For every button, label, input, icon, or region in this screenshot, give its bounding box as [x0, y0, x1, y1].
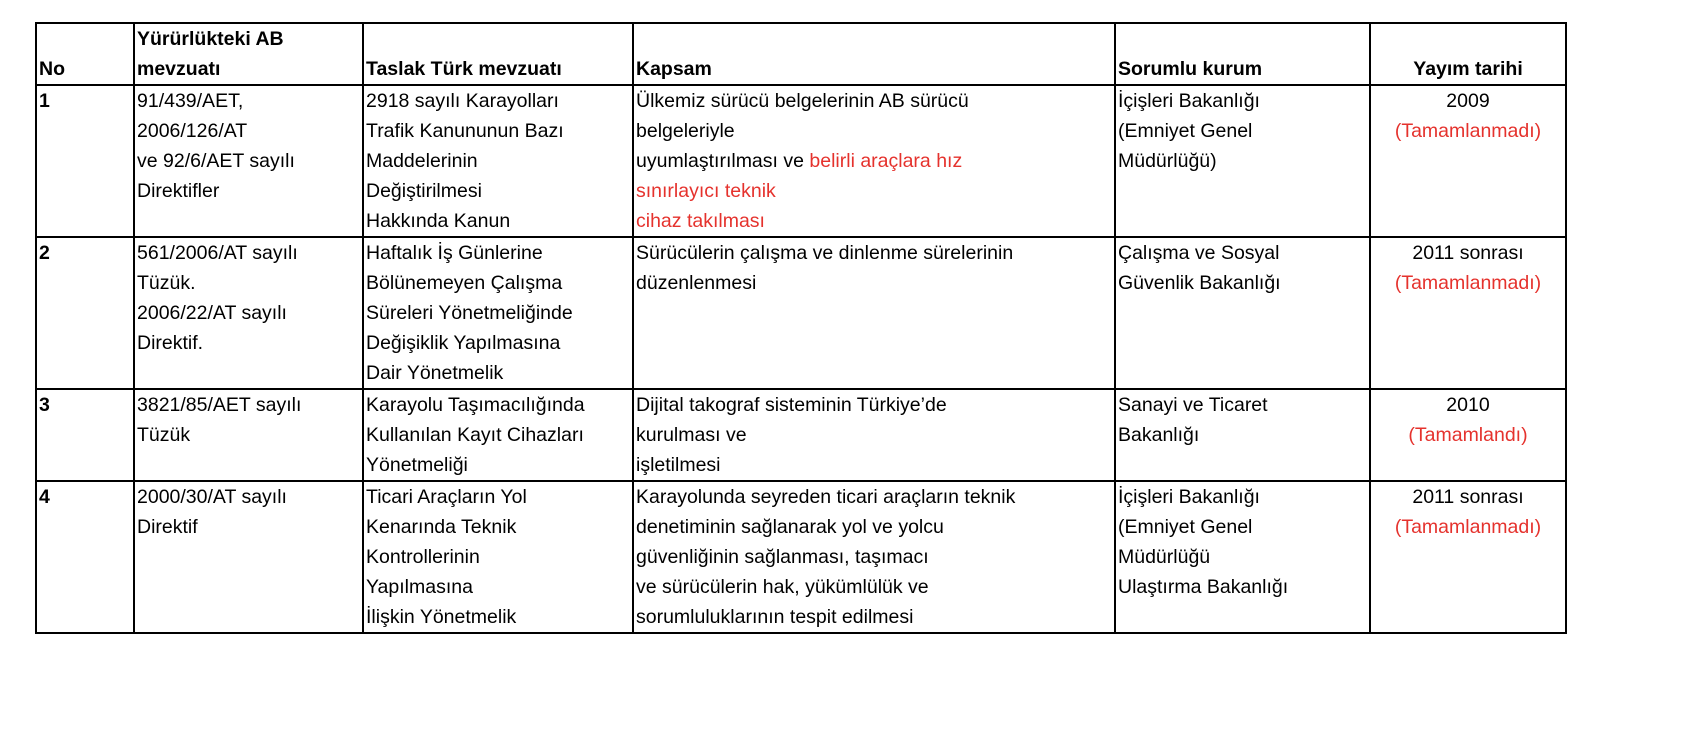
- institution-cell: İçişleri Bakanlığı (Emniyet Genel Müdürlüğü): [1115, 85, 1370, 237]
- table-header: [36, 23, 1566, 85]
- scope-cell: Ülkemiz sürücü belgelerinin AB sürücü belgeleriyle uyumlaştırılması ve belirli araçlara hız sınırlayıcı teknik cihaz takılması: [633, 85, 1115, 237]
- draft-legislation-cell: Ticari Araçların Yol Kenarında Teknik Kontrollerinin Yapılmasına İlişkin Yönetmelik: [363, 481, 633, 633]
- highlighted-scope-text: cihaz takılması: [636, 210, 765, 232]
- eu-legislation-cell: 91/439/AET, 2006/126/AT ve 92/6/AET sayılı Direktifler: [134, 85, 363, 237]
- status-label: (Tamamlanmadı): [1394, 272, 1542, 294]
- publication-year: 2010: [1446, 394, 1490, 416]
- publication-date-cell: [1370, 481, 1566, 633]
- draft-legislation-cell: 2918 sayılı Karayolları Trafik Kanununun Bazı Maddelerinin Değiştirilmesi Hakkında Kanun: [363, 85, 633, 237]
- eu-legislation-cell: 2000/30/AT sayılı Direktif: [134, 481, 363, 633]
- publication-date-cell: [1370, 389, 1566, 481]
- scope-cell: Karayolunda seyreden ticari araçların teknik denetiminin sağlanarak yol ve yolcu güvenliğinin sağlanması, taşımacı ve sürücülerin hak, yükümlülük ve sorumluluklarının tespit edilmesi: [633, 481, 1115, 633]
- institution-cell: Sanayi ve Ticaret Bakanlığı: [1115, 389, 1370, 481]
- legislation-table: [35, 22, 1567, 634]
- publication-year: 2011 sonrası: [1412, 486, 1524, 508]
- table-row: [36, 85, 1566, 237]
- header-scope: Kapsam: [633, 23, 1115, 85]
- header-responsible-institution: Sorumlu kurum: [1115, 23, 1370, 85]
- header-draft-legislation: Taslak Türk mevzuatı: [363, 23, 633, 85]
- scope-cell: Sürücülerin çalışma ve dinlenme sürelerinin düzenlenmesi: [633, 237, 1115, 389]
- row-number: 2: [36, 237, 134, 389]
- publication-year: 2009: [1446, 90, 1490, 112]
- status-label: (Tamamlanmadı): [1394, 516, 1542, 538]
- header-eu-legislation: Yürürlükteki AB mevzuatı: [134, 23, 363, 85]
- publication-date-cell: [1370, 85, 1566, 237]
- highlighted-scope-text: belirli araçlara hız: [809, 150, 963, 172]
- institution-cell: İçişleri Bakanlığı (Emniyet Genel Müdürlüğü Ulaştırma Bakanlığı: [1115, 481, 1370, 633]
- table-row: [36, 237, 1566, 389]
- eu-legislation-cell: 3821/85/AET sayılı Tüzük: [134, 389, 363, 481]
- scope-cell: Dijital takograf sisteminin Türkiye’de kurulması ve işletilmesi: [633, 389, 1115, 481]
- row-number: 3: [36, 389, 134, 481]
- row-number: 1: [36, 85, 134, 237]
- row-number: 4: [36, 481, 134, 633]
- header-publication-date: Yayım tarihi: [1370, 23, 1566, 85]
- table-row: [36, 481, 1566, 633]
- draft-legislation-cell: Haftalık İş Günlerine Bölünemeyen Çalışma Süreleri Yönetmeliğinde Değişiklik Yapılmasına Dair Yönetmelik: [363, 237, 633, 389]
- status-label: (Tamamlanmadı): [1394, 120, 1542, 142]
- header-no: No: [36, 23, 134, 85]
- institution-cell: Çalışma ve Sosyal Güvenlik Bakanlığı: [1115, 237, 1370, 389]
- status-label: (Tamamlandı): [1408, 424, 1528, 446]
- publication-year: 2011 sonrası: [1412, 242, 1524, 264]
- publication-date-cell: [1370, 237, 1566, 389]
- draft-legislation-cell: Karayolu Taşımacılığında Kullanılan Kayıt Cihazları Yönetmeliği: [363, 389, 633, 481]
- eu-legislation-cell: 561/2006/AT sayılı Tüzük. 2006/22/AT sayılı Direktif.: [134, 237, 363, 389]
- table-row: [36, 389, 1566, 481]
- highlighted-scope-text: sınırlayıcı teknik: [636, 180, 776, 202]
- header-row: [36, 23, 1566, 85]
